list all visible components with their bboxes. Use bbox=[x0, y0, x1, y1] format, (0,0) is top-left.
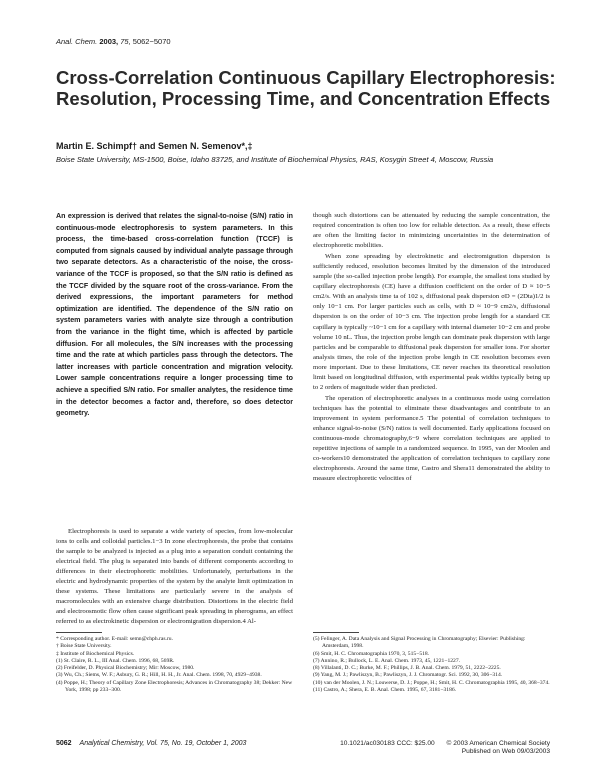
reference-item: (9) Yang, M. J.; Pawliszyn, B.; Pawliszyn, J. J. Chromatogr. Sci. 1992, 30, 306−314. bbox=[313, 672, 503, 679]
left-column bbox=[56, 211, 293, 420]
author-list: Martin E. Schimpf† and Semen N. Semenov*,‡ bbox=[56, 141, 253, 151]
reference-item: (7) Annino, R.; Bullock, L. E. Anal. Chem. 1973, 45, 1221−1227. bbox=[313, 657, 461, 664]
author-affiliation: Boise State University, MS-1500, Boise, Idaho 83725, and Institute of Biochemical Physics, RAS, Kosygin Street 4, Moscow, Russia bbox=[56, 155, 494, 164]
introduction bbox=[56, 527, 293, 627]
reference-item: (8) Villalanti, D. C.; Burke, M. F.; Phillips, J. B. Anal. Chem. 1979, 51, 2222−2225. bbox=[313, 665, 501, 672]
published-date: Published on Web 09/03/2003 bbox=[461, 748, 550, 756]
reference-item: (2) Freifelder, D. Physical Biochemistry; Mir: Moscow, 1980. bbox=[56, 665, 195, 672]
footnote-divider bbox=[56, 632, 102, 633]
footnotes-left bbox=[56, 636, 293, 694]
body-paragraph: though such distortions can be attenuated by reducing the sample concentration, the required concentration is often too low for reliable detection. As a result, these effects are often the limiting factor in minimizing uncertainties in the determination of electrophoretic mobilities. bbox=[313, 212, 550, 250]
footnote-divider bbox=[313, 632, 359, 633]
journal-volume: 75, bbox=[120, 37, 131, 46]
doi-price: 10.1021/ac030183 CCC: $25.00 bbox=[340, 740, 435, 747]
journal-name: Anal. Chem. bbox=[56, 37, 98, 46]
journal-pages: 5062−5070 bbox=[132, 37, 171, 46]
footnote: * Corresponding author. E-mail: semn@chph.ras.ru. bbox=[56, 636, 174, 642]
reference-item: (4) Poppe, H.; Theory of Capillary Zone Electrophoresis; Advances in Chromatography 38; Dekker: New York, 1998; pp 233−300. bbox=[56, 679, 293, 694]
right-column bbox=[313, 211, 550, 484]
footnote: † Boise State University. bbox=[56, 643, 112, 650]
reference-item: (1) St. Claire, R. L., III Anal. Chem. 1996, 68, 569R. bbox=[56, 657, 175, 664]
page-number: 5062 bbox=[56, 740, 72, 747]
reference-item: (5) Felinger, A. Data Analysis and Signal Processing in Chromatography; Elsevier: Publishing: Amsterdam, 1998. bbox=[313, 636, 526, 650]
footer-journal-info: Analytical Chemistry, Vol. 75, No. 19, October 1, 2003 bbox=[79, 740, 247, 747]
journal-reference bbox=[56, 37, 171, 46]
body-paragraph: The operation of electrophoretic analyses in a continuous mode using correlation techniques has the potential to eliminate these disadvantages and contribute to an improvement in system performance.5 The potential of correlation techniques to enhance signal-to-noise (S/N) ratios is well documented. Early applications focused on continuous-mode chromatography,6−9 where correlation techniques are applied to repetitive injections of sample in a randomized sequence. In 1995, van der Moolen and co-workers10 demonstrated the application of correlation techniques to capillary zone electrophoresis. Around the same time, Castro and Shera11 demonstrated the ability to measure electrophoretic velocities of bbox=[313, 394, 550, 483]
article-title: Cross-Correlation Continuous Capillary Electrophoresis: Resolution, Processing Time, and Concentration Effects bbox=[56, 67, 556, 109]
page-footer-left bbox=[56, 740, 246, 747]
copyright: © 2003 American Chemical Society bbox=[446, 740, 550, 747]
reference-item: (6) Smit, H. C. Chromatographia 1970, 3, 515−518. bbox=[313, 650, 430, 657]
body-paragraph: When zone spreading by electrokinetic and electromigration dispersion is sufficiently reduced, resolution becomes limited by the dimension of the introduced sample (the so-called injection probe length). For example, the smallest ions studied by capillary electrophoresis (CE) have a diffusion coefficient on the order of D ≈ 10−5 cm2/s. With an analysis time ta of 102 s, diffusional peak dispersion σD = (2Dta)1/2 is only 10−1 cm. For larger particles such as cells, with D ≈ 10−9 cm2/s, diffusional dispersion is on the order of 10−3 cm. The injection probe length for a standard CE capillary is typically ~10−1 cm for a capillary with internal diameter 10−2 cm and probe volume 10 nL. Thus, the injection probe length can dominate peak dispersion with large particles and be comparable to diffusional peak dispersion for smaller ions. For shorter analysis times, the role of the injection probe length in CE resolution becomes even more important. Due to these limitations, CE never reaches its theoretical resolution limit based on longitudinal diffusion, with experimental peak widths typically being up to 2 orders of magnitude wider than predicted. bbox=[313, 253, 550, 391]
reference-item: (11) Castro, A.; Shera, E. B. Anal. Chem. 1995, 67, 3181−3186. bbox=[313, 687, 457, 694]
reference-item: (10) van der Moolen, J. N.; Louwerse, D. J.; Poppe, H.; Smit, H. C. Chromatographia 1995, 40, 368−374. bbox=[313, 679, 550, 686]
footnote: ‡ Institute of Biochemical Physics. bbox=[56, 650, 135, 657]
reference-item: (3) Wu, Ch.; Siems, W. F.; Asbury, G. R.; Hill, H. H., Jr. Anal. Chem. 1998, 70, 4929−4938. bbox=[56, 672, 262, 679]
footnotes-right bbox=[313, 636, 550, 694]
page-footer-right bbox=[313, 740, 550, 756]
abstract: An expression is derived that relates the signal-to-noise (S/N) ratio in continuous-mode electrophoresis to system parameters. In this process, the time-based cross-correlation function (TCCF) is computed from signals caused by individual analyte passage through two separate detectors. As a characteristic of the noise, the cross-variance of the TCCF is proposed, so that the S/N ratio is defined as the TCCF divided by the square root of the cross-variance. From the derived expressions, the important parameters for method optimization are identified. The dependence of the S/N ratio on system parameters varies with analyte size through a contribution from the variance in the flight time, which is affected by particle diffusion. For all molecules, the S/N increases with the processing time and the rate at which particles pass through the detectors. The latter increases with particle concentration and migration velocity. Lower sample concentrations require a longer processing time to achieve a specified S/N ratio. For smaller analytes, the residence time in the detector becomes a factor and, therefore, so does detector geometry. bbox=[56, 212, 293, 418]
journal-year: 2003, bbox=[99, 37, 119, 46]
intro-paragraph: Electrophoresis is used to separate a wide variety of species, from low-molecular ions to cells and colloidal particles.1−3 In zone electrophoresis, the probe that contains the sample to be analyzed is injected as a plug into a separation conduit containing the electrical field. The plug is separated into bands of different components according to differences in their electrophoretic mobilities. Unfortunately, perturbations in the electric and hydrodynamic properties of the system by the analyte limit optimization in these systems. These limitations are particularly severe in the analysis of macromolecules with an extensive charge distribution. Distortions in the electric field and electroosmotic flow often cause significant peak spreading in pherograms, an effect referred to as electrokinetic dispersion or electromigration dispersion.4 Al- bbox=[56, 528, 293, 626]
